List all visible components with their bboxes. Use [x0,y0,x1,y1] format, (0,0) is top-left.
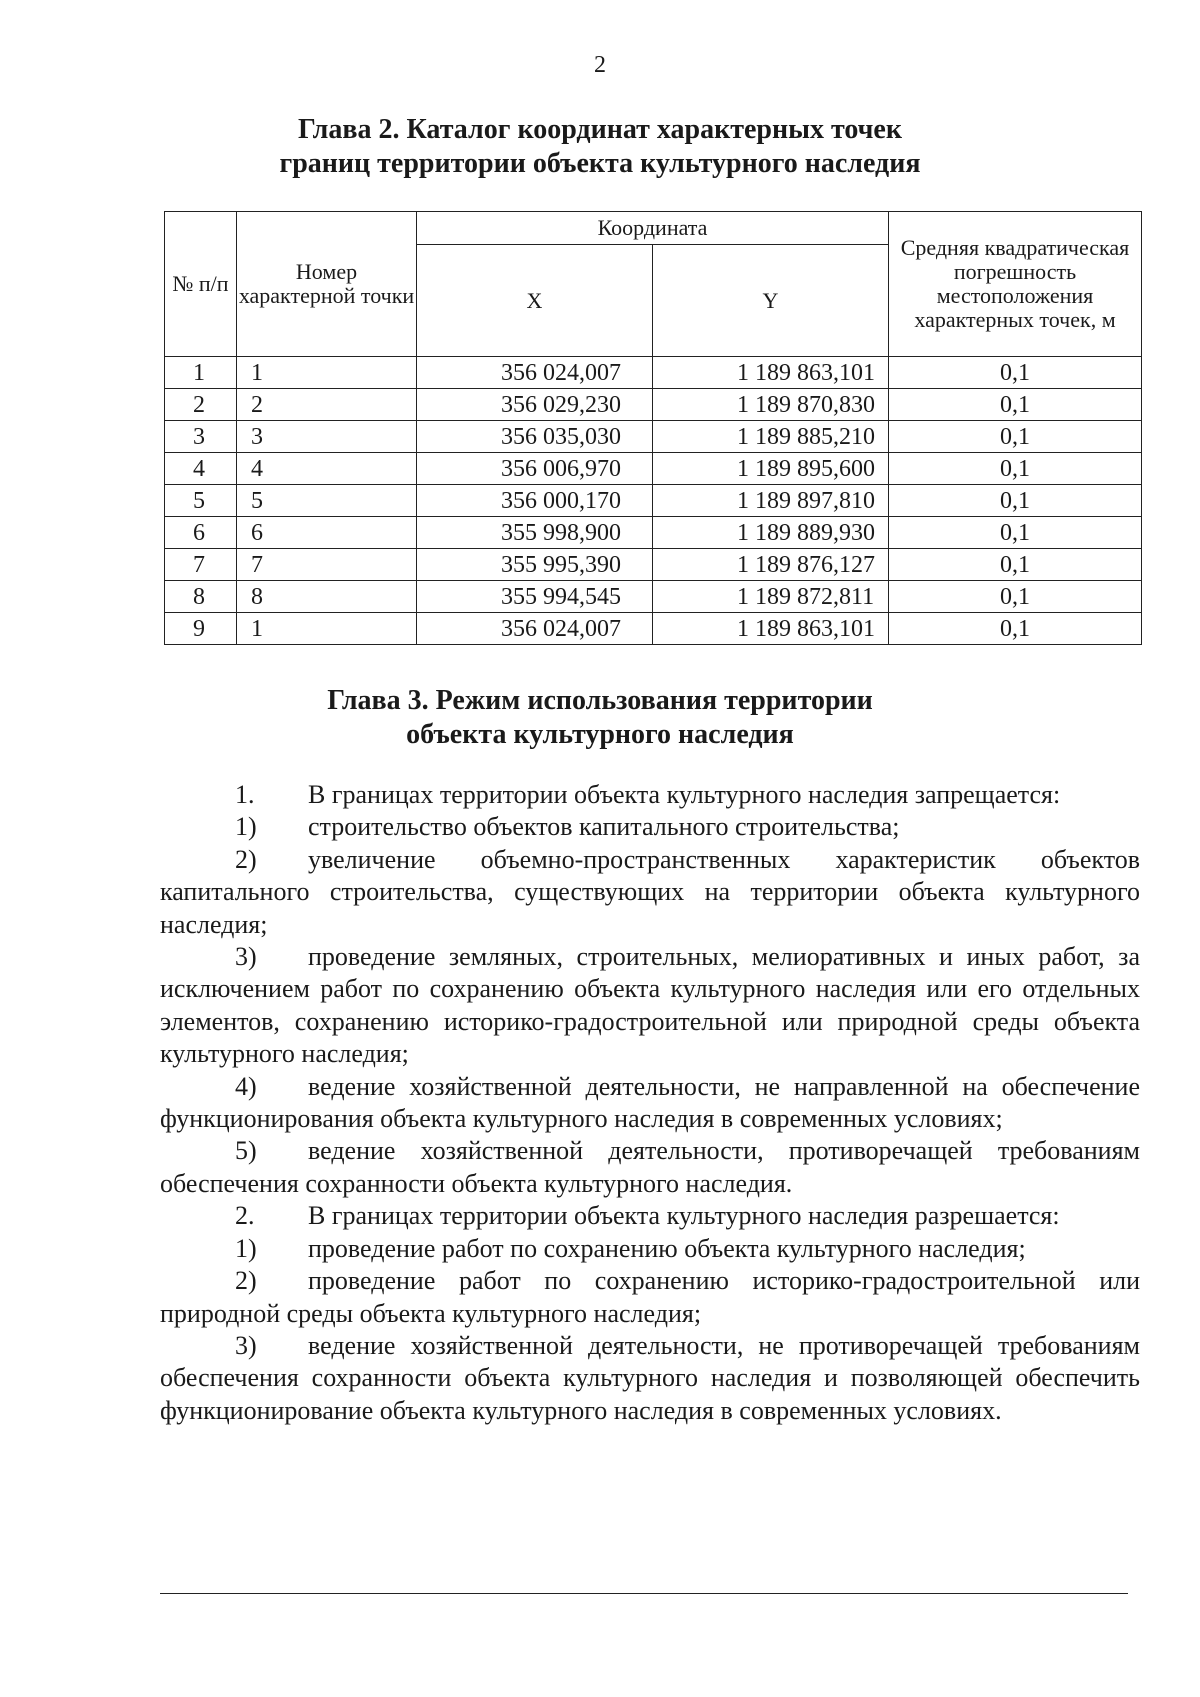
cell-point-number: 4 [237,453,417,485]
cell-number: 8 [165,581,237,613]
table-row [165,421,1142,453]
cell-x: 355 998,900 [417,517,653,549]
table-row [165,613,1142,645]
table-row [165,549,1142,581]
cell-y: 1 189 870,830 [653,389,889,421]
cell-y: 1 189 876,127 [653,549,889,581]
cell-error: 0,1 [889,453,1142,485]
list-item-marker: 2) [235,844,257,874]
cell-point-number: 2 [237,389,417,421]
list-item-text: ведение хозяйственной деятельности, не противоречащей требованиям обеспечения сохранности объекта культурного наследия и позволяющей обеспечить функционирование объекта культурного наследия в современных условиях. [160,1330,1140,1425]
cell-error: 0,1 [889,613,1142,645]
cell-number: 6 [165,517,237,549]
cell-number: 5 [165,485,237,517]
chapter-3-title [0,684,1200,752]
table-row [165,485,1142,517]
cell-y: 1 189 872,811 [653,581,889,613]
cell-y: 1 189 889,930 [653,517,889,549]
header-x: X [417,245,653,357]
list-item-marker: 1) [235,1233,257,1263]
list-item-marker: 3) [235,942,257,972]
header-mean-square-error: Средняя квадратическая погрешность местоположения характерных точек, м [889,212,1142,357]
cell-error: 0,1 [889,517,1142,549]
cell-point-number: 3 [237,421,417,453]
page-number: 2 [594,52,606,78]
cell-x: 356 024,007 [417,357,653,389]
cell-number: 2 [165,389,237,421]
cell-error: 0,1 [889,485,1142,517]
cell-x: 355 994,545 [417,581,653,613]
cell-point-number: 8 [237,581,417,613]
cell-error: 0,1 [889,549,1142,581]
list-item-text: увеличение объемно-пространственных характеристик объектов капитального строительства, существующих на территории объекта культурного наследия; [160,844,1140,939]
list-item-marker: 3) [235,1330,257,1360]
cell-y: 1 189 897,810 [653,485,889,517]
cell-x: 355 995,390 [417,549,653,581]
cell-error: 0,1 [889,581,1142,613]
cell-y: 1 189 895,600 [653,453,889,485]
list-item-text: проведение работ по сохранению объекта культурного наследия; [308,1233,1026,1263]
list-item [160,941,1140,1071]
list-item [160,844,1140,941]
list-item [160,779,1140,811]
cell-point-number: 1 [237,357,417,389]
list-item [160,1233,1140,1265]
list-item-text: строительство объектов капитального строительства; [308,812,900,842]
bottom-rule [160,1593,1128,1594]
list-item [160,1135,1140,1200]
list-item-marker: 1. [235,780,255,809]
list-item-marker: 5) [235,1136,257,1166]
cell-error: 0,1 [889,389,1142,421]
table-row [165,581,1142,613]
cell-x: 356 035,030 [417,421,653,453]
list-item [160,811,1140,843]
cell-y: 1 189 885,210 [653,421,889,453]
cell-number: 9 [165,613,237,645]
cell-x: 356 024,007 [417,613,653,645]
list-item-marker: 2) [235,1266,257,1296]
cell-y: 1 189 863,101 [653,357,889,389]
table-row [165,453,1142,485]
list-item-marker: 2. [235,1201,255,1231]
cell-point-number: 1 [237,613,417,645]
table-row [165,517,1142,549]
chapter-3-body [160,779,1140,1427]
list-item [160,1200,1140,1232]
header-y: Y [653,245,889,357]
list-item-text: ведение хозяйственной деятельности, не направленной на обеспечение функционирования объекта культурного наследия в современных условиях; [160,1071,1140,1134]
cell-error: 0,1 [889,357,1142,389]
chapter-2-title-line-2: границ территории объекта культурного наследия [279,148,921,179]
cell-x: 356 029,230 [417,389,653,421]
list-item-marker: 1) [235,812,257,842]
header-coordinate: Координата [417,212,889,245]
header-number: № п/п [165,212,237,357]
chapter-2-title [0,113,1200,181]
cell-point-number: 7 [237,549,417,581]
cell-point-number: 5 [237,485,417,517]
list-item-text: В границах территории объекта культурного наследия запрещается: [308,780,1061,809]
table-row [165,389,1142,421]
cell-point-number: 6 [237,517,417,549]
list-item [160,1330,1140,1427]
table-row [165,357,1142,389]
chapter-3-title-line-2: объекта культурного наследия [406,719,794,750]
coordinates-table [164,211,1142,645]
list-item-text: ведение хозяйственной деятельности, противоречащей требованиям обеспечения сохранности объекта культурного наследия. [160,1136,1140,1198]
cell-number: 3 [165,421,237,453]
chapter-3-title-line-1: Глава 3. Режим использования территории [327,685,873,716]
cell-x: 356 006,970 [417,453,653,485]
cell-error: 0,1 [889,421,1142,453]
cell-number: 1 [165,357,237,389]
cell-x: 356 000,170 [417,485,653,517]
coordinates-table-body [165,357,1142,645]
header-point-number: Номер характерной точки [237,212,417,357]
list-item-text: В границах территории объекта культурного наследия разрешается: [308,1201,1060,1231]
list-item-text: проведение земляных, строительных, мелиоративных и иных работ, за исключением работ по сохранению объекта культурного наследия или его отдельных элементов, сохранению историко-градостроительной или природной среды объекта культурного наследия; [160,942,1140,1069]
list-item-text: проведение работ по сохранению историко-градостроительной или природной среды объекта культурного наследия; [160,1266,1140,1328]
cell-number: 4 [165,453,237,485]
list-item-marker: 4) [235,1071,257,1101]
cell-y: 1 189 863,101 [653,613,889,645]
cell-number: 7 [165,549,237,581]
list-item [160,1265,1140,1330]
chapter-2-title-line-1: Глава 2. Каталог координат характерных точек [298,114,902,145]
list-item [160,1071,1140,1136]
